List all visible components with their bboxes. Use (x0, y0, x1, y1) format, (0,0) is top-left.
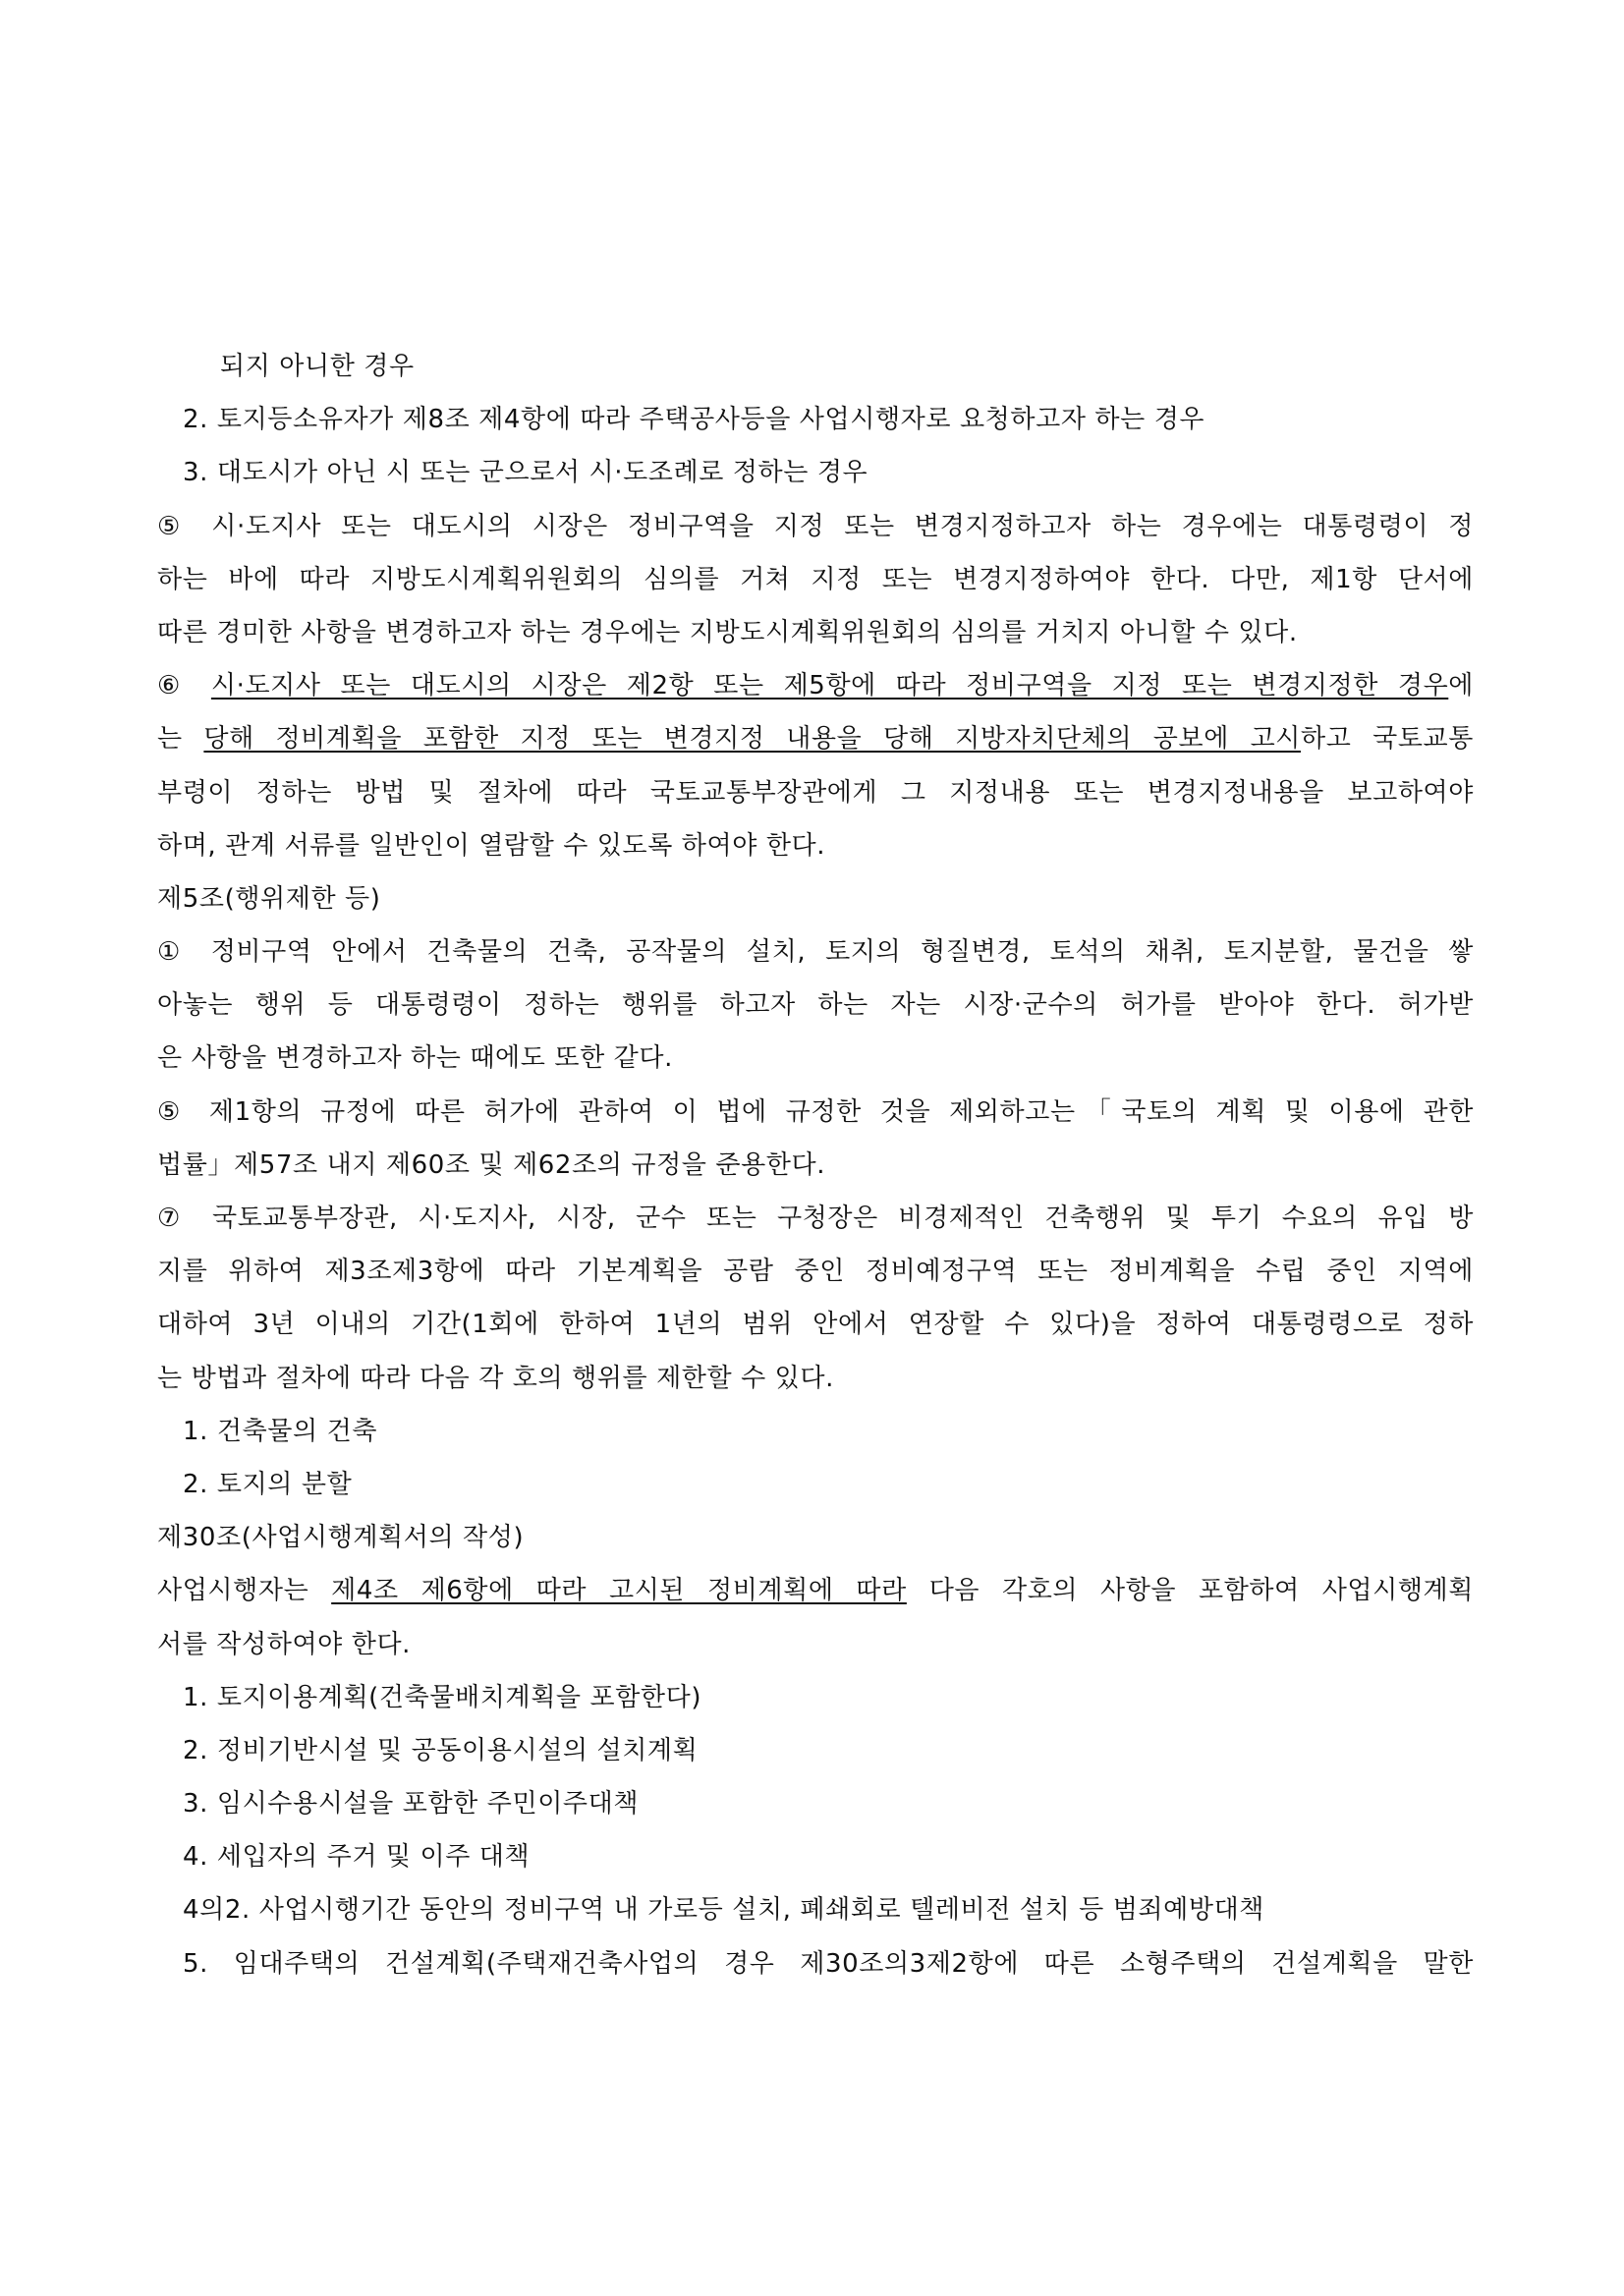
text-segment: 되지 아니한 경우 (220, 352, 415, 381)
text-segment: 사업시행자는 (157, 1576, 332, 1606)
text-segment: 4. 세입자의 주거 및 이주 대책 (183, 1842, 531, 1873)
text-segment: ⑥ (157, 671, 211, 701)
text-line (157, 1724, 1474, 1777)
text-segment: 1. 건축물의 건축 (183, 1416, 378, 1446)
text-line (157, 979, 1474, 1032)
text-line (157, 1139, 1474, 1192)
underlined-text: 당해 정비계획을 포함한 지정 또는 변경지정 내용을 당해 지방자치단체의 공보에 고시 (203, 724, 1302, 755)
text-line (157, 1671, 1474, 1724)
text-segment: 4의2. 사업시행기간 동안의 정비구역 내 가로등 설치, 폐쇄회로 텔레비전 설치 등 범죄예방대책 (183, 1895, 1265, 1926)
text-line (157, 819, 1474, 872)
text-segment: 하고 국토교통 (1301, 724, 1474, 755)
text-line (157, 553, 1474, 606)
text-segment: 하며, 관계 서류를 일반인이 열람할 수 있도록 하여야 한다. (157, 830, 826, 861)
text-line (157, 1298, 1474, 1351)
text-segment: 제30조(사업시행계획서의 작성) (157, 1523, 525, 1553)
text-line (157, 1777, 1474, 1830)
text-line (157, 1245, 1474, 1298)
text-line (157, 659, 1474, 712)
text-segment: ⑤ 시·도지사 또는 대도시의 시장은 정비구역을 지정 또는 변경지정하고자 하는 경우에는 대통령령이 정 (157, 511, 1474, 541)
text-segment: 서를 작성하여야 한다. (157, 1629, 412, 1659)
text-segment: ⑤ 제1항의 규정에 따른 허가에 관하여 이 법에 규정한 것을 제외하고는「국토의 계획 및 이용에 관한 (157, 1096, 1474, 1127)
document-body (157, 340, 1474, 1990)
text-segment: 1. 토지이용계획(건축물배치계획을 포함한다) (183, 1682, 702, 1712)
text-line (157, 393, 1474, 446)
text-line (157, 766, 1474, 819)
text-segment: 3. 임시수용시설을 포함한 주민이주대책 (183, 1789, 640, 1820)
text-segment: 제5조(행위제한 등) (157, 883, 381, 914)
text-segment: 하는 바에 따라 지방도시계획위원회의 심의를 거쳐 지정 또는 변경지정하여야 한다. 다만, 제1항 단서에 (157, 564, 1474, 594)
underlined-text: 제4조 제6항에 따라 고시된 정비계획에 따라 (331, 1576, 907, 1606)
text-line (157, 1564, 1474, 1617)
underlined-text: 시·도지사 또는 대도시의 시장은 제2항 또는 제5항에 따라 정비구역을 지정 또는 변경지정한 경우 (210, 671, 1449, 701)
text-segment: 2. 정비기반시설 및 공동이용시설의 설치계획 (183, 1735, 699, 1765)
text-segment: 5. 임대주택의 건설계획(주택재건축사업의 경우 제30조의3제2항에 따른 소형주택의 건설계획을 말한 (183, 1948, 1474, 1979)
text-segment: 지를 위하여 제3조제3항에 따라 기본계획을 공람 중인 정비예정구역 또는 정비계획을 수립 중인 지역에 (157, 1257, 1474, 1287)
text-line (157, 925, 1474, 979)
text-segment: 부령이 정하는 방법 및 절차에 따라 국토교통부장관에게 그 지정내용 또는 변경지정내용을 보고하여야 (157, 777, 1474, 808)
text-segment: 따른 경미한 사항을 변경하고자 하는 경우에는 지방도시계획위원회의 심의를 거치지 아니할 수 있다. (157, 617, 1298, 647)
text-segment: ⑦ 국토교통부장관, 시·도지사, 시장, 군수 또는 구청장은 비경제적인 건축행위 및 투기 수요의 유입 방 (157, 1204, 1474, 1233)
text-line (157, 1458, 1474, 1511)
text-line (157, 446, 1474, 499)
text-segment: 아놓는 행위 등 대통령령이 정하는 행위를 하고자 하는 자는 시장·군수의 허가를 받아야 한다. 허가받 (157, 990, 1474, 1021)
text-line (157, 1511, 1474, 1564)
text-segment: 대하여 3년 이내의 기간(1회에 한하여 1년의 범위 안에서 연장할 수 있다)을 정하여 대통령령으로 정하 (157, 1310, 1474, 1340)
text-line (157, 712, 1474, 765)
text-segment: 다음 각호의 사항을 포함하여 사업시행계획 (906, 1576, 1474, 1606)
text-segment: 3. 대도시가 아닌 시 또는 군으로서 시·도조례로 정하는 경우 (183, 458, 868, 488)
text-line (157, 340, 1474, 393)
text-segment: 에 (1448, 671, 1474, 701)
text-line (157, 1618, 1474, 1671)
text-segment: 는 방법과 절차에 따라 다음 각 호의 행위를 제한할 수 있다. (157, 1363, 834, 1393)
text-line (157, 1086, 1474, 1139)
text-line (157, 1352, 1474, 1405)
text-line (157, 1883, 1474, 1936)
text-line (157, 1937, 1474, 1990)
text-segment: 2. 토지등소유자가 제8조 제4항에 따라 주택공사등을 사업시행자로 요청하고자 하는 경우 (183, 405, 1205, 435)
text-line (157, 1032, 1474, 1085)
text-segment: ① 정비구역 안에서 건축물의 건축, 공작물의 설치, 토지의 형질변경, 토석의 채취, 토지분할, 물건을 쌓 (157, 937, 1474, 968)
text-segment: 은 사항을 변경하고자 하는 때에도 또한 같다. (157, 1043, 673, 1074)
text-segment: 2. 토지의 분할 (183, 1469, 353, 1499)
text-line (157, 872, 1474, 925)
text-line (157, 1192, 1474, 1245)
text-segment: 법률」제57조 내지 제60조 및 제62조의 규정을 준용한다. (157, 1149, 826, 1180)
text-segment: 는 (157, 724, 204, 755)
text-line (157, 1830, 1474, 1883)
text-line (157, 1405, 1474, 1458)
text-line (157, 606, 1474, 659)
text-line (157, 500, 1474, 553)
